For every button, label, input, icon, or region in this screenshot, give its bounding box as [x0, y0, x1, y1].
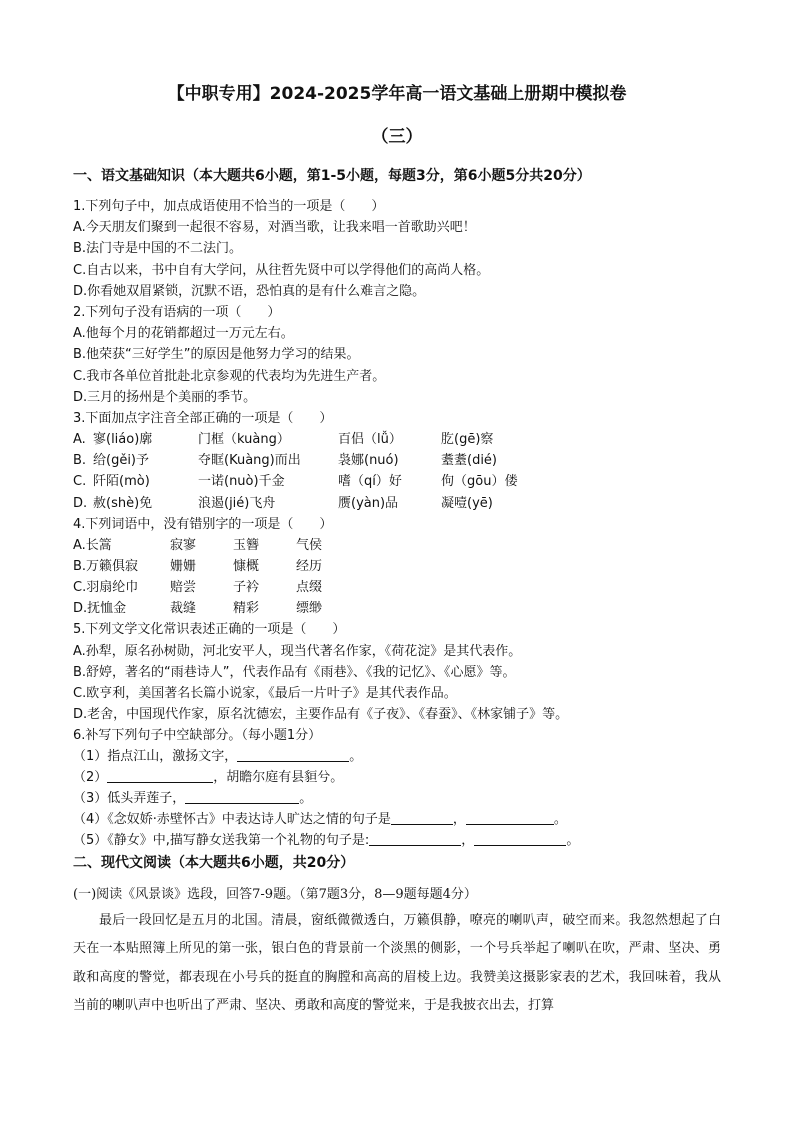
q3-row-d-word2: 浪遏(jié)飞舟 — [198, 496, 276, 511]
q6-item-4 — [73, 811, 567, 829]
q4-row-d-word2: 裁缝 — [170, 601, 197, 616]
q3-row-b-word4: 耋耋(dié) — [441, 453, 498, 468]
q4-row-d-word3: 精彩 — [233, 601, 260, 616]
q3-row-c-word3: 嗜（qí）好 — [338, 474, 402, 489]
q6-item-1 — [73, 748, 362, 766]
q4-row-c-word2: 赔尝 — [170, 580, 197, 595]
reading-intro: (一)阅读《风景谈》选段，回答7-9题。（第7题3分，8—9题每题4分） — [73, 887, 477, 902]
q3-row-c-word2: 一诺(nuò)千金 — [198, 474, 285, 489]
q4-row-c-word1: C.羽扇纶巾 — [73, 580, 139, 595]
q6-item-4-blank-2[interactable] — [466, 811, 554, 825]
q6-item-2-text: （2） — [73, 770, 108, 785]
q4-row-d-word4: 缥缈 — [296, 601, 323, 616]
q6-item-5-end: 。 — [566, 833, 580, 848]
q1-option-d: D.你看她双眉紧锁，沉默不语，恐怕真的是有什么难言之隐。 — [73, 284, 426, 299]
q4-row-c-word3: 子衿 — [233, 580, 260, 595]
q6-item-5 — [73, 832, 579, 850]
q6-item-5-text: （5）《静女》中,描写静女送我第一个礼物的句子是: — [73, 833, 370, 848]
q4-stem: 4.下列词语中，没有错别字的一项是（ ） — [73, 517, 333, 532]
q6-item-3-text: （3）低头弄莲子， — [73, 791, 186, 806]
section-1-heading: 一、语文基础知识（本大题共6小题，第1-5小题，每题3分，第6小题5分共20分） — [73, 168, 591, 184]
q4-row-a-word4: 气侯 — [296, 538, 323, 553]
exam-subtitle: （三） — [371, 127, 423, 147]
q3-row-a-word3: 百侣（lǚ） — [338, 432, 402, 447]
q4-row-a-word1: A.长篙 — [73, 538, 112, 553]
q6-item-2-end: ，胡瞻尔庭有县貆兮。 — [213, 770, 344, 785]
q4-row-a-word2: 寂寥 — [170, 538, 197, 553]
q6-item-1-text: （1）指点江山，激扬文字， — [73, 749, 238, 764]
q4-row-b-word2: 姗姗 — [170, 559, 197, 574]
q1-stem: 1.下列句子中，加点成语使用不恰当的一项是（ ） — [73, 199, 385, 214]
q6-stem: 6.补写下列句子中空缺部分。（每小题1分） — [73, 728, 322, 743]
q3-row-d-label: D. — [73, 496, 88, 511]
q6-item-2-blank[interactable] — [107, 769, 213, 783]
q6-item-5-sep: ， — [461, 833, 475, 848]
q5-option-b: B.舒婷，著名的“雨巷诗人”，代表作品有《雨巷》、《我的记忆》、《心愿》等。 — [73, 665, 516, 680]
q2-option-d: D.三月的扬州是个美丽的季节。 — [73, 390, 257, 405]
q6-item-4-blank-1[interactable] — [391, 811, 453, 825]
q5-option-a: A.孙犁，原名孙树勋，河北安平人，现当代著名作家，《荷花淀》是其代表作。 — [73, 644, 522, 659]
q3-row-b-word2: 夺眶(Kuàng)而出 — [198, 453, 301, 468]
q6-item-5-blank-2[interactable] — [474, 832, 566, 846]
q5-option-d: D.老舍，中国现代作家，原名沈德宏，主要作品有《子夜》、《春蚕》、《林家铺子》等。 — [73, 707, 569, 722]
q6-item-3 — [73, 790, 312, 808]
q6-item-4-text: （4）《念奴娇·赤壁怀古》中表达诗人旷达之情的句子是 — [73, 812, 391, 827]
q6-item-2 — [73, 769, 343, 787]
q4-row-b-word4: 经历 — [296, 559, 323, 574]
q4-row-c-word4: 点缀 — [296, 580, 323, 595]
q3-row-c-word1: 阡陌(mò) — [93, 474, 150, 489]
q4-row-b-word3: 慷概 — [233, 559, 260, 574]
q6-item-3-blank[interactable] — [185, 790, 299, 804]
q3-row-b-label: B. — [73, 453, 87, 468]
q4-row-d-word1: D.抚恤金 — [73, 601, 127, 616]
q3-row-d-word4: 凝噎(yē) — [441, 496, 493, 511]
q3-row-c-label: C. — [73, 474, 87, 489]
q2-option-b: B.他荣获“三好学生”的原因是他努力学习的结果。 — [73, 347, 360, 362]
q3-row-b-word1: 给(gěi)予 — [93, 453, 150, 468]
q3-row-c-word4: 佝（gōu）偻 — [441, 474, 518, 489]
q3-row-a-label: A. — [73, 432, 86, 447]
q4-row-a-word3: 玉簪 — [233, 538, 260, 553]
q3-stem: 3.下面加点字注音全部正确的一项是（ ） — [73, 411, 333, 426]
q6-item-1-end: 。 — [349, 749, 363, 764]
q2-option-c: C.我市各单位首批赴北京参观的代表均为先进生产者。 — [73, 369, 386, 384]
q5-stem: 5.下列文学文化常识表述正确的一项是（ ） — [73, 622, 346, 637]
q3-row-a-word1: 寥(liáo)廓 — [93, 432, 153, 447]
q6-item-3-end: 。 — [299, 791, 313, 806]
q6-item-4-end: 。 — [553, 812, 567, 827]
q3-row-d-word1: 赦(shè)免 — [93, 496, 153, 511]
q6-item-4-sep: ， — [452, 812, 466, 827]
exam-title: 【中职专用】2024-2025学年高一语文基础上册期中模拟卷 — [167, 84, 627, 104]
q2-stem: 2.下列句子没有语病的一项（ ） — [73, 305, 281, 320]
q3-row-a-word4: 肐(gē)察 — [441, 432, 494, 447]
q6-item-5-blank-1[interactable] — [369, 832, 461, 846]
reading-passage: 最后一段回忆是五月的北国。清晨，窗纸微微透白，万籁俱静，嘹亮的喇叭声，破空而来。我忽然想起了白天在一本贴照簿上所见的第一张，银白色的背景前一个淡黑的侧影，一个号兵举起了喇叭在吹，严肃、坚决、勇敢和高度的警觉，都表现在小号兵的挺直的胸膛和高高的眉棱上边。我赞美这摄影家表的艺术，我回味着，我从当前的喇叭声中也听出了严肃、坚决、勇敢和高度的警觉来，于是我披衣出去，打算 — [73, 913, 721, 1013]
q4-row-b-word1: B.万籁俱寂 — [73, 559, 139, 574]
q2-option-a: A.他每个月的花销都超过一万元左右。 — [73, 326, 294, 341]
q1-option-c: C.自古以来，书中自有大学问，从往哲先贤中可以学得他们的高尚人格。 — [73, 263, 490, 278]
q1-option-a: A.今天朋友们聚到一起很不容易，对酒当歌，让我来唱一首歌助兴吧！ — [73, 220, 476, 235]
q3-row-d-word3: 赝(yàn)品 — [338, 496, 399, 511]
q1-option-b: B.法门寺是中国的不二法门。 — [73, 241, 243, 256]
q3-row-b-word3: 袅娜(nuó) — [338, 453, 399, 468]
q5-option-c: C.欧亨利，美国著名长篇小说家，《最后一片叶子》是其代表作品。 — [73, 686, 457, 701]
q6-item-1-blank[interactable] — [237, 748, 349, 762]
section-2-heading: 二、现代文阅读（本大题共6小题，共20分） — [73, 855, 355, 871]
q3-row-a-word2: 门框（kuàng） — [198, 432, 290, 447]
